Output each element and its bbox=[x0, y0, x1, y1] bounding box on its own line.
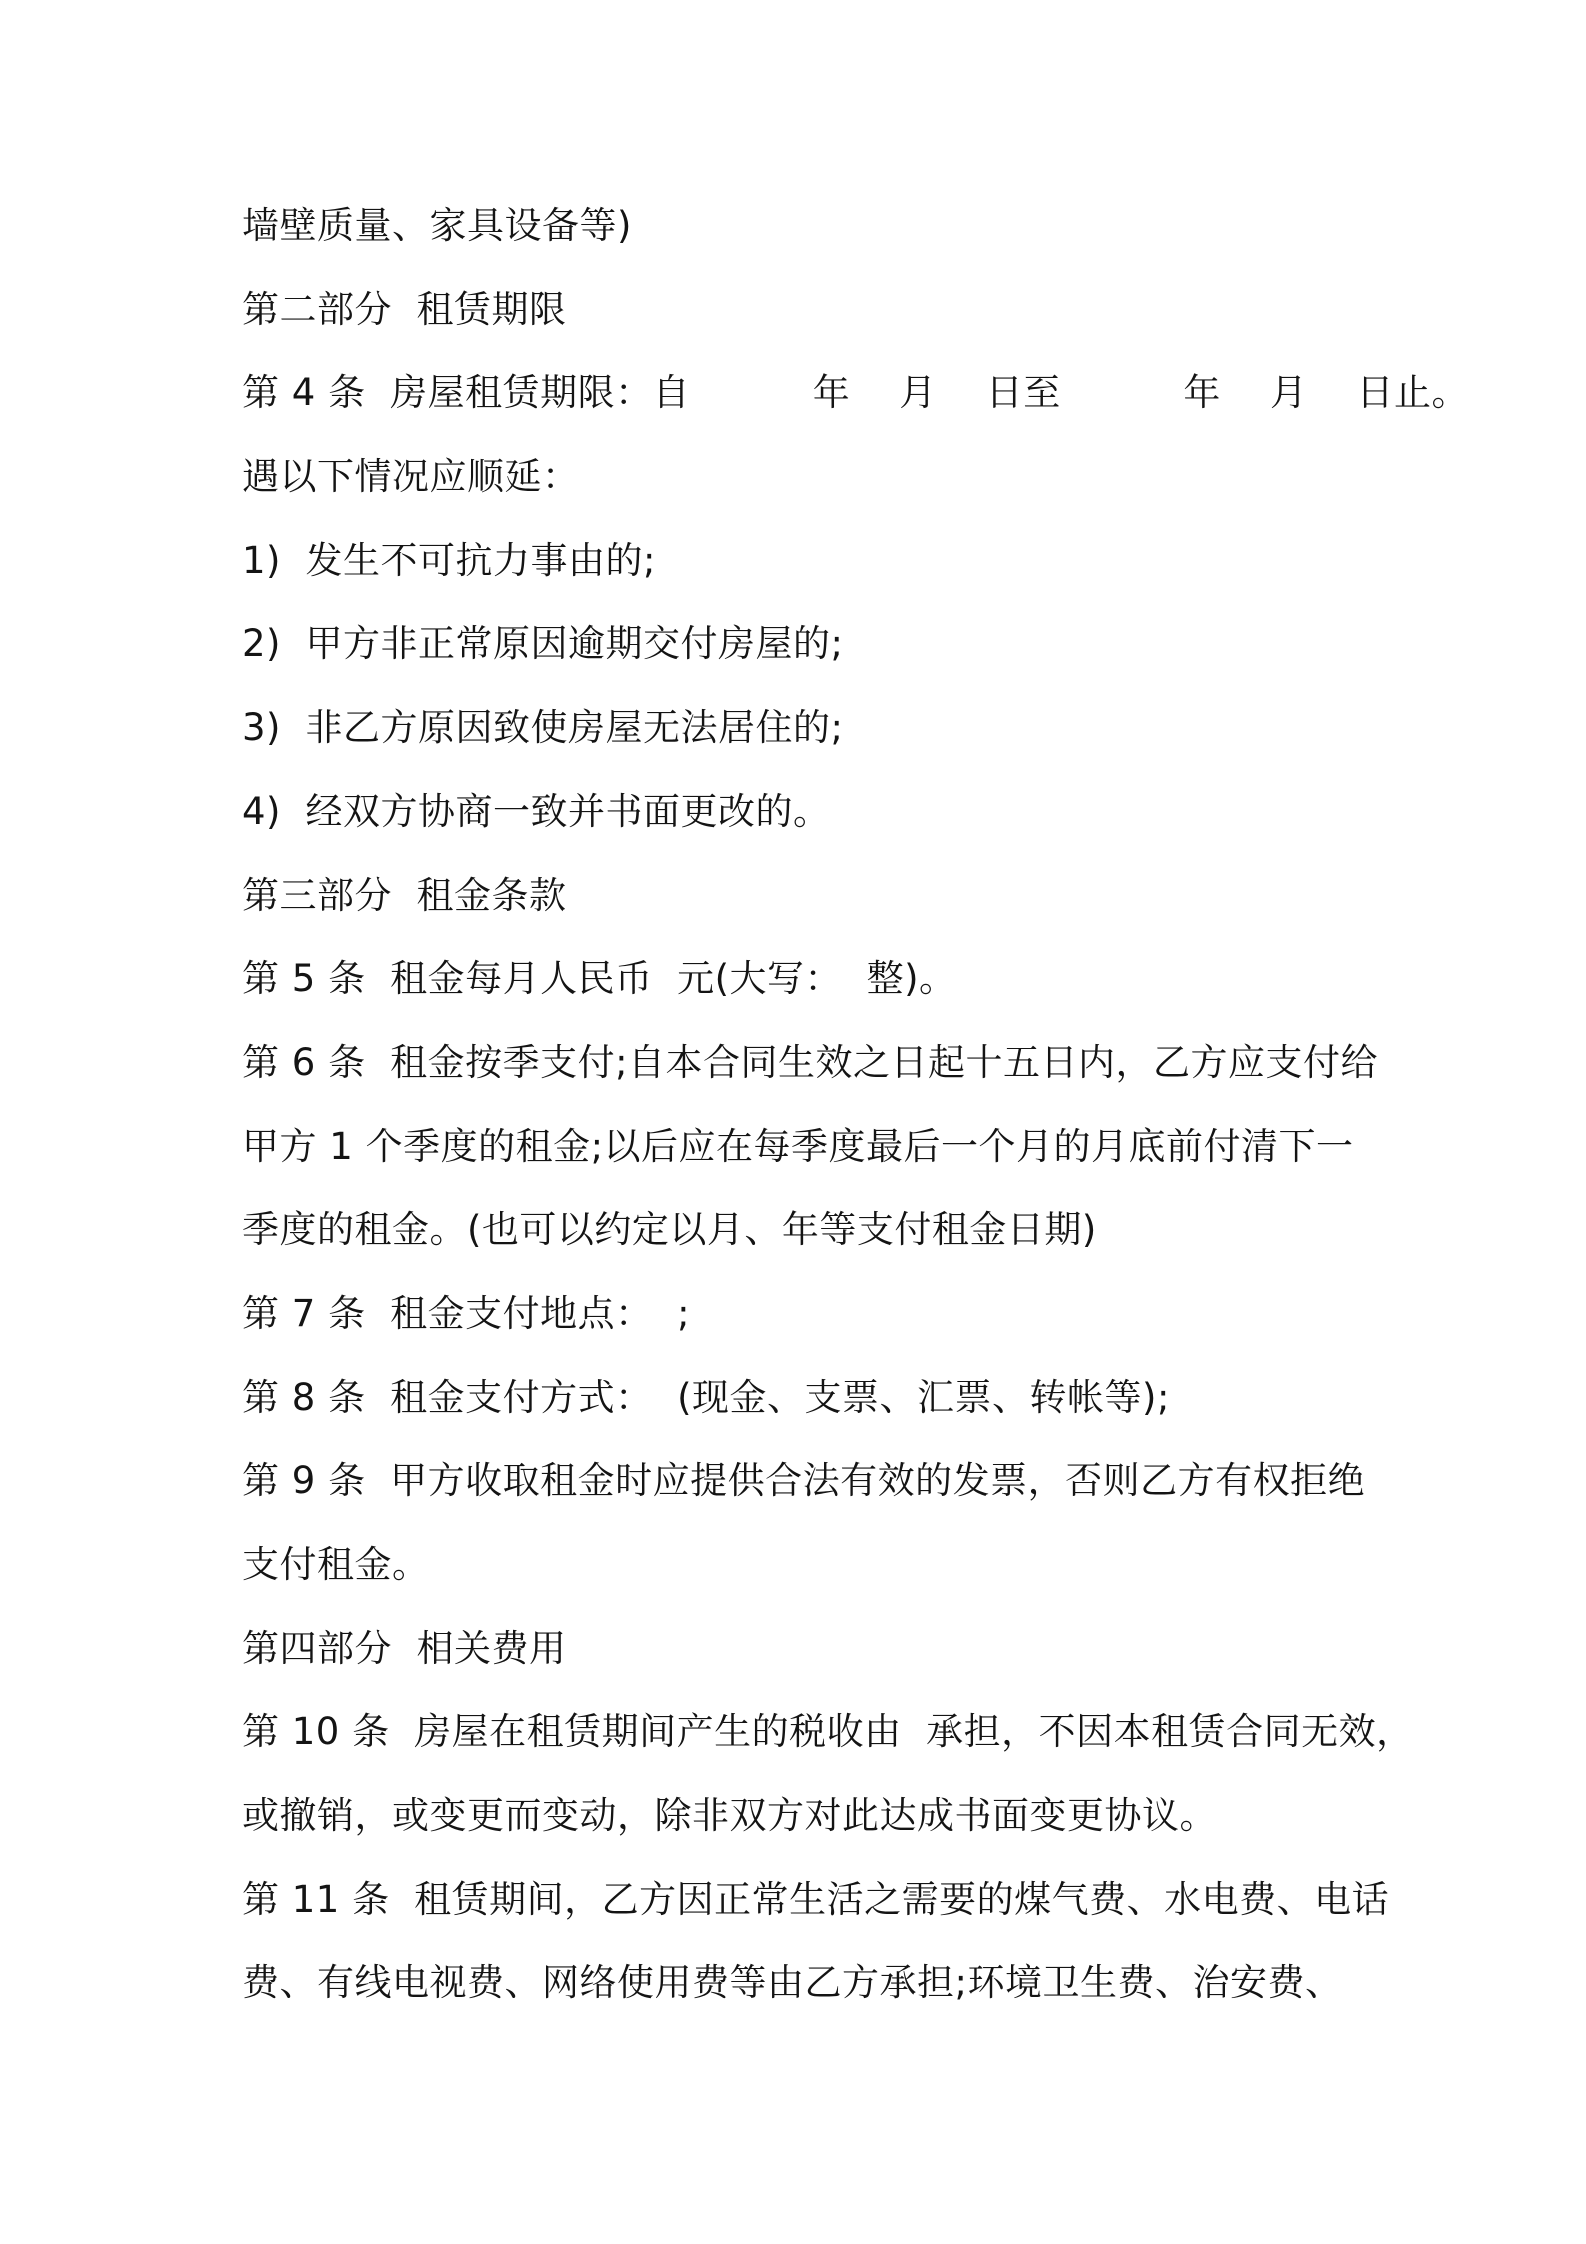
text-line: 墙壁质量、家具设备等) bbox=[242, 204, 632, 247]
list-item: 2) 甲方非正常原因逾期交付房屋的; bbox=[242, 622, 844, 666]
list-item: 1) 发生不可抗力事由的; bbox=[242, 538, 656, 582]
text-line: 第 11 条 租赁期间，乙方因正常生活之需要的煤气费、水电费、电话 bbox=[242, 1877, 1390, 1921]
text-line: 第 5 条 租金每月人民币 元(大写： 整)。 bbox=[242, 957, 957, 1001]
document-body bbox=[242, 196, 1469, 2037]
text-line: 或撤销，或变更而变动，除非双方对此达成书面变更协议。 bbox=[242, 1794, 1217, 1838]
text-line: 第 8 条 租金支付方式： (现金、支票、汇票、转帐等); bbox=[242, 1375, 1170, 1419]
section-heading: 第二部分 租赁期限 bbox=[242, 287, 567, 331]
text-line: 第 7 条 租金支付地点： ; bbox=[242, 1291, 691, 1335]
text-line: 费、有线电视费、网络使用费等由乙方承担;环境卫生费、治安费、 bbox=[242, 1961, 1343, 2005]
text-line: 甲方 1 个季度的租金;以后应在每季度最后一个月的月底前付清下一 bbox=[242, 1124, 1354, 1168]
list-item: 3) 非乙方原因致使房屋无法居住的; bbox=[242, 706, 844, 750]
section-heading: 第三部分 租金条款 bbox=[242, 873, 567, 917]
section-heading: 第四部分 相关费用 bbox=[242, 1626, 567, 1670]
list-item: 4) 经双方协商一致并书面更改的。 bbox=[242, 789, 831, 833]
text-line: 第 9 条 甲方收取租金时应提供合法有效的发票，否则乙方有权拒绝 bbox=[242, 1459, 1366, 1503]
text-line: 遇以下情况应顺延： bbox=[242, 455, 580, 499]
text-line: 第 4 条 房屋租赁期限：自 年 月 日至 年 月 日止。 bbox=[242, 371, 1469, 415]
text-line: 支付租金。 bbox=[242, 1543, 430, 1586]
text-line: 季度的租金。(也可以约定以月、年等支付租金日期) bbox=[242, 1208, 1097, 1252]
text-line: 第 10 条 房屋在租赁期间产生的税收由 承担，不因本租赁合同无效， bbox=[242, 1710, 1414, 1754]
text-line: 第 6 条 租金按季支付;自本合同生效之日起十五日内，乙方应支付给 bbox=[242, 1040, 1379, 1084]
